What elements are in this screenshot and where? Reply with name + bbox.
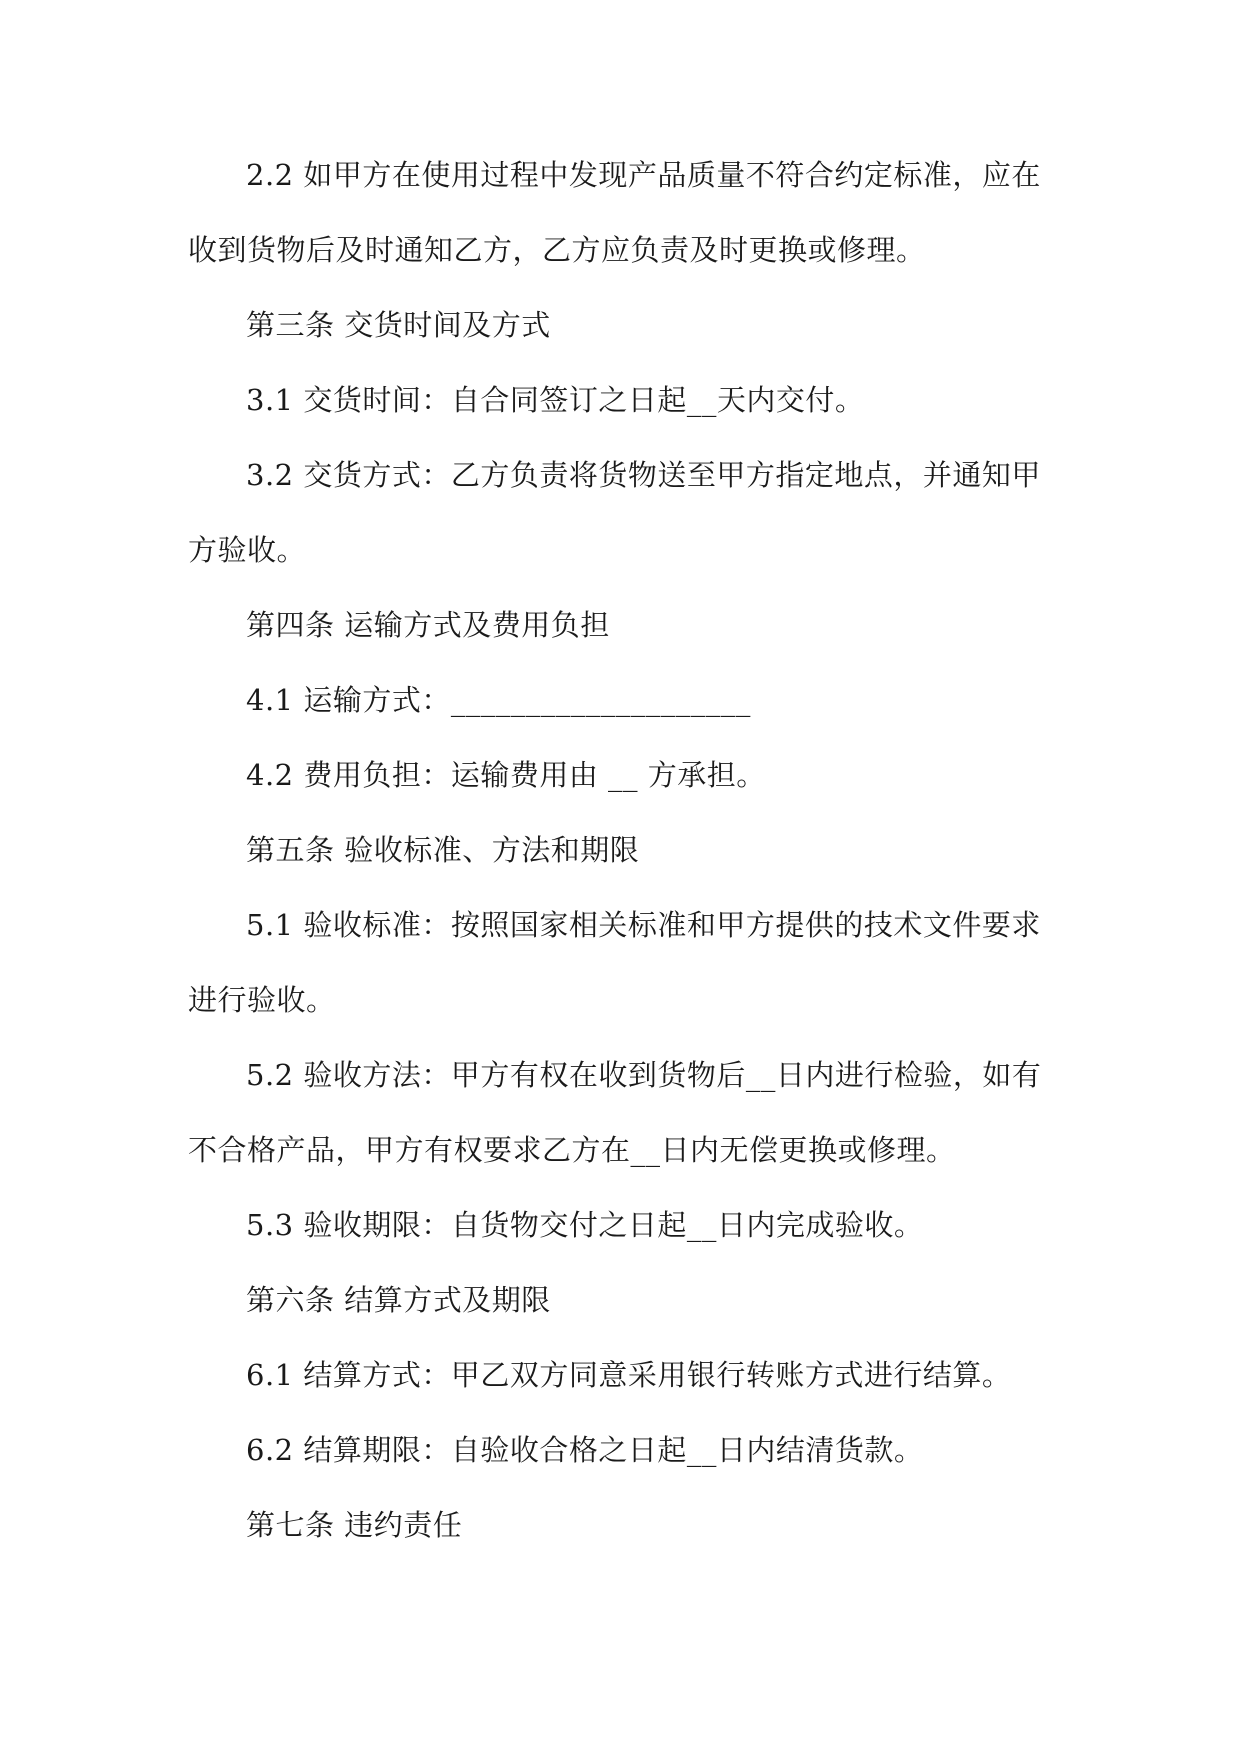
clause-5-1: 5.1 验收标准：按照国家相关标准和甲方提供的技术文件要求进行验收。 bbox=[188, 908, 1041, 1017]
article-5-heading: 第五条 验收标准、方法和期限 bbox=[246, 833, 640, 867]
clause-4-2: 4.2 费用负担：运输费用由 __ 方承担。 bbox=[246, 758, 766, 792]
article-6-heading: 第六条 结算方式及期限 bbox=[246, 1283, 551, 1317]
article-4-heading: 第四条 运输方式及费用负担 bbox=[246, 608, 610, 642]
clause-6-1: 6.1 结算方式：甲乙双方同意采用银行转账方式进行结算。 bbox=[246, 1358, 1012, 1392]
clause-2-2: 2.2 如甲方在使用过程中发现产品质量不符合约定标准，应在收到货物后及时通知乙方，乙方应负责及时更换或修理。 bbox=[188, 158, 1041, 267]
clause-3-1: 3.1 交货时间：自合同签订之日起__天内交付。 bbox=[246, 383, 865, 417]
clause-4-1: 4.1 运输方式：____________________ bbox=[246, 683, 751, 717]
article-7-heading: 第七条 违约责任 bbox=[246, 1508, 463, 1542]
clause-3-2: 3.2 交货方式：乙方负责将货物送至甲方指定地点，并通知甲方验收。 bbox=[188, 458, 1041, 567]
article-3-heading: 第三条 交货时间及方式 bbox=[246, 308, 551, 342]
clause-5-3: 5.3 验收期限：自货物交付之日起__日内完成验收。 bbox=[246, 1208, 924, 1242]
clause-6-2: 6.2 结算期限：自验收合格之日起__日内结清货款。 bbox=[246, 1433, 924, 1467]
document-page bbox=[188, 138, 1060, 1563]
clause-5-2: 5.2 验收方法：甲方有权在收到货物后__日内进行检验，如有不合格产品，甲方有权要求乙方在__日内无偿更换或修理。 bbox=[188, 1058, 1042, 1167]
